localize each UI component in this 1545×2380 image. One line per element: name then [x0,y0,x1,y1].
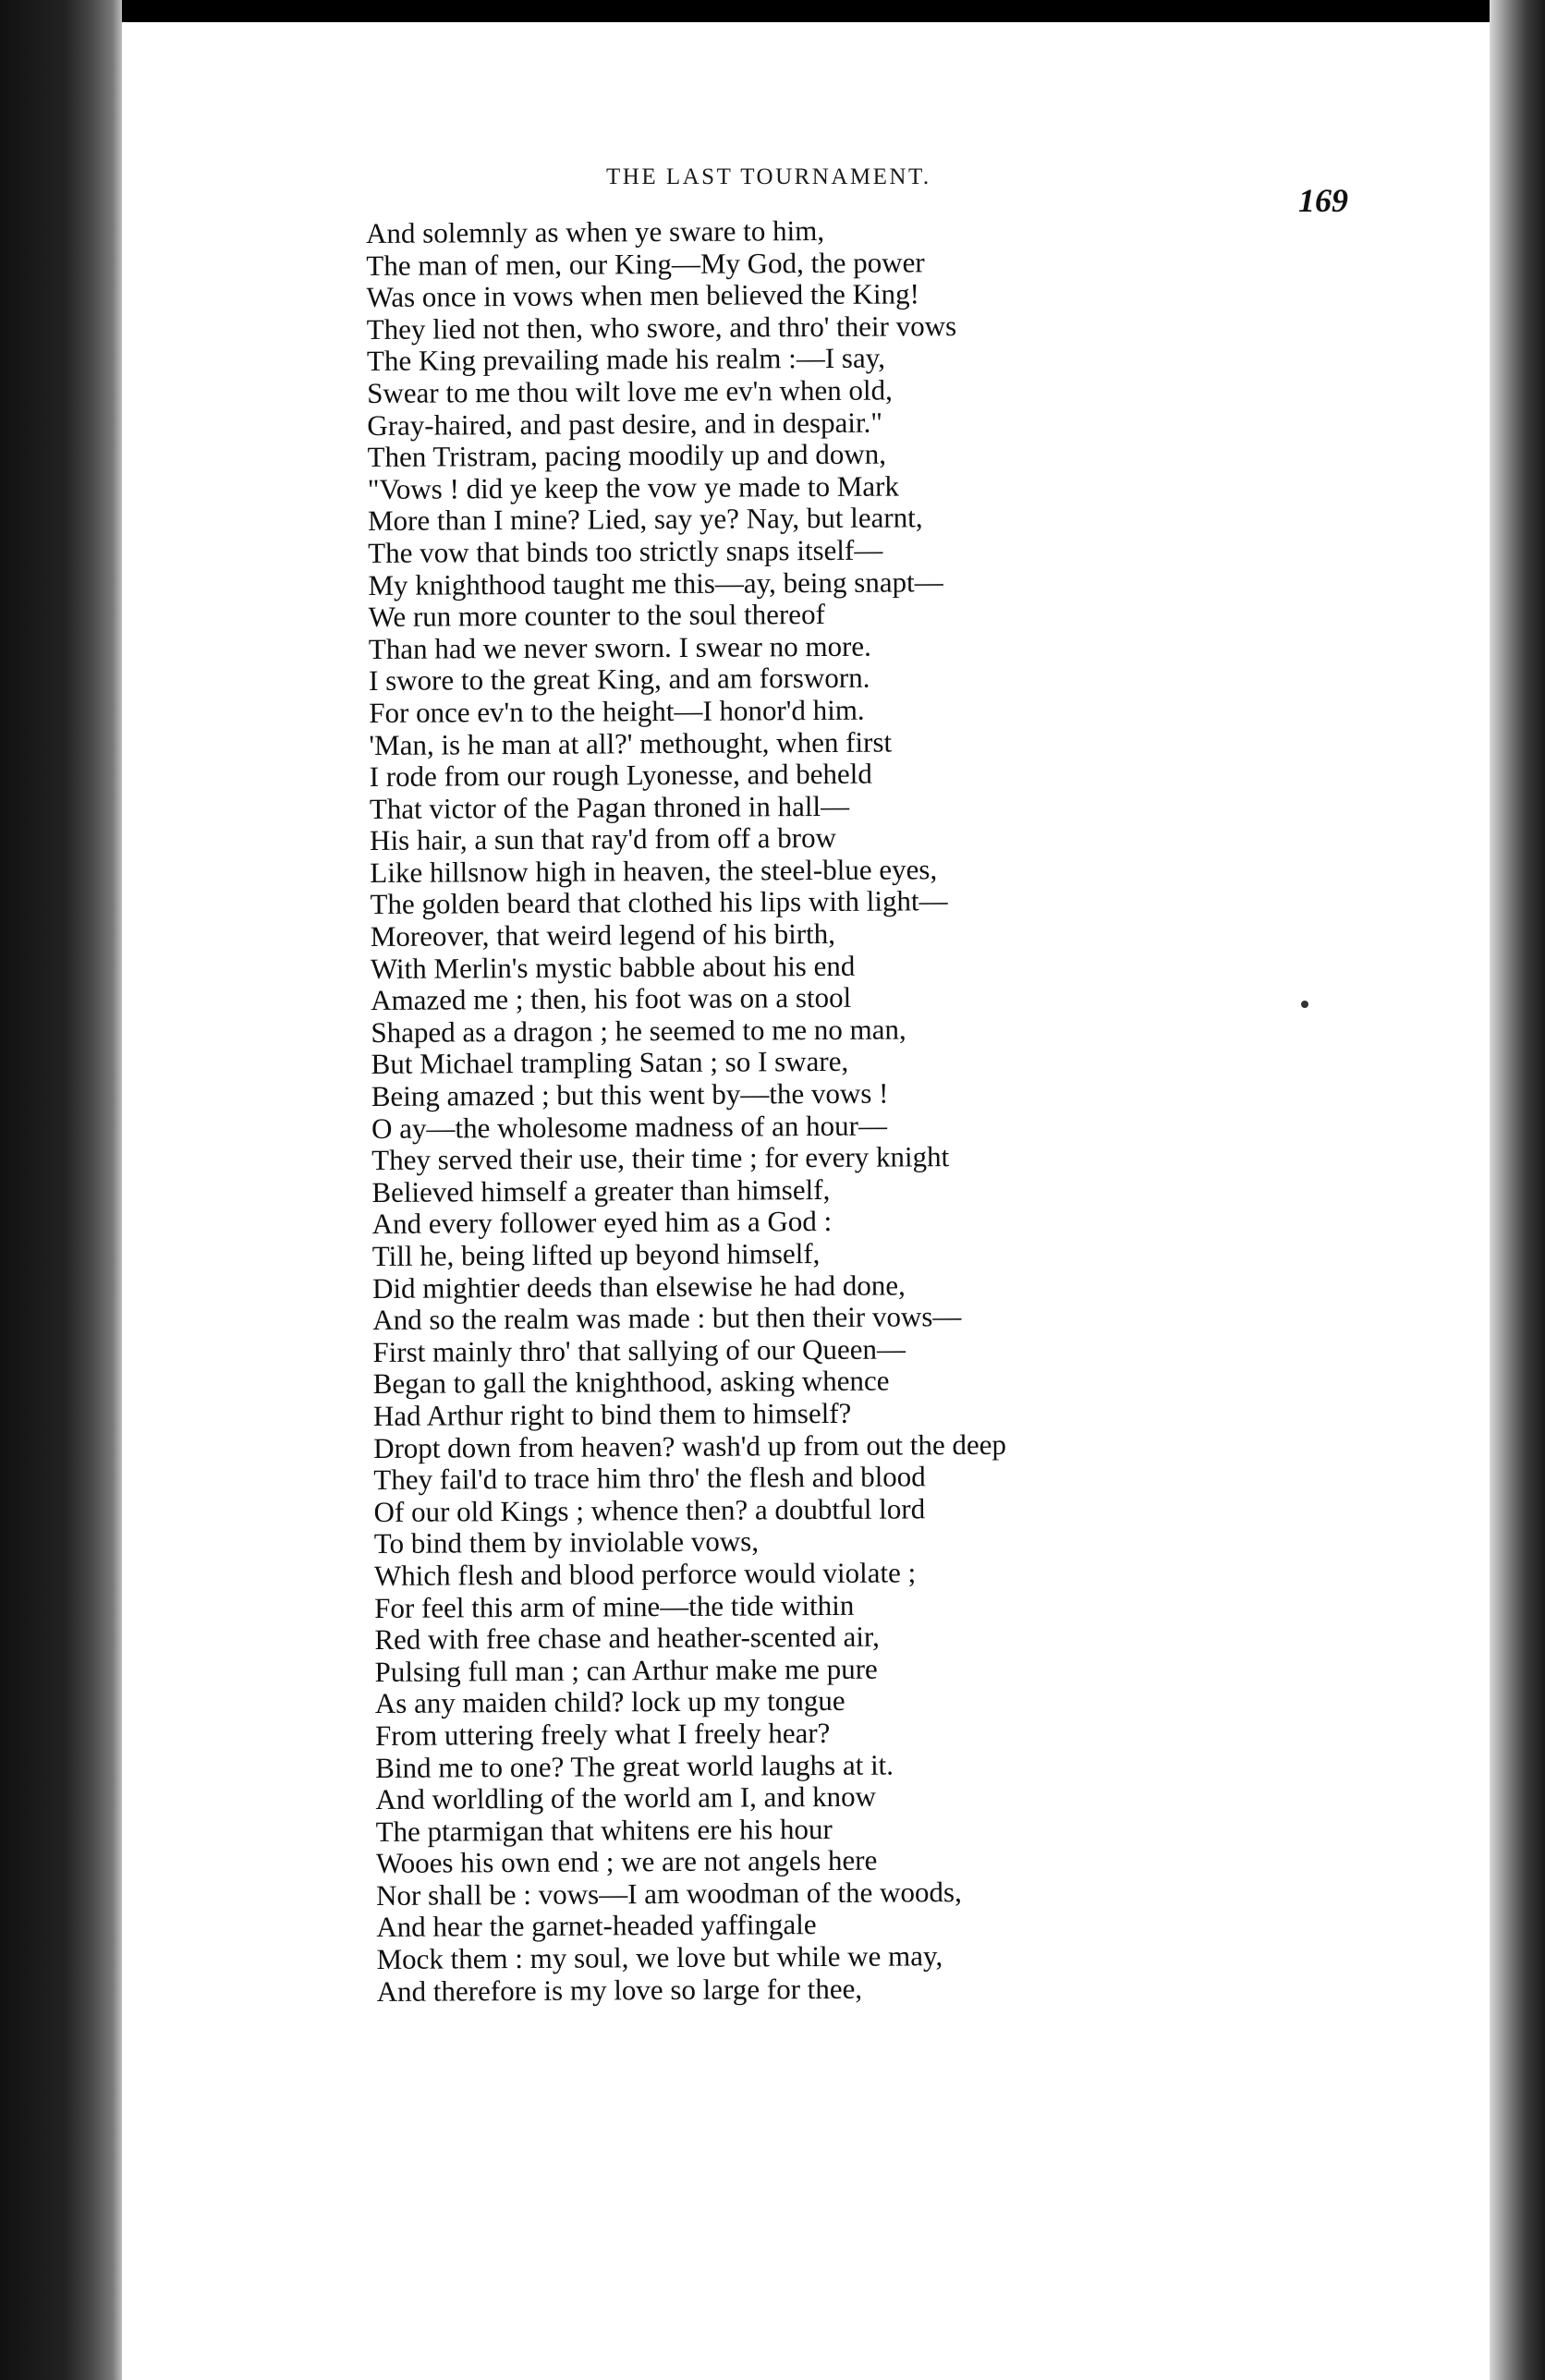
poem-line: Than had we never sworn. I swear no more. [368,629,871,665]
poem-line: They served their use, their time ; for every knight [371,1140,950,1177]
poem-line: Bind me to one? The great world laughs at it. [375,1748,894,1784]
poem-line: First mainly thro' that sallying of our Queen— [372,1332,906,1368]
poem-line: The vow that binds too strictly snaps itself— [368,533,883,569]
poem-line: For once ev'n to the height—I honor'd him. [369,693,865,729]
poem-line: And worldling of the world am I, and know [375,1779,877,1816]
poem-line: From uttering freely what I freely hear? [374,1716,831,1752]
book-spine-shadow [0,0,122,2380]
poem-line: Being amazed ; but this went by—the vows ! [371,1076,889,1113]
poem-line: The ptarmigan that whitens ere his hour [375,1812,833,1848]
poem-line: As any maiden child? lock up my tongue [374,1684,845,1720]
poem-line: The King prevailing made his realm :—I say, [366,341,886,378]
poem-line: O ay—the wholesome madness of an hour— [371,1109,888,1145]
poem-line: The man of men, our King—My God, the power [366,245,925,282]
poem-line: Gray-haired, and past desire, and in despair." [367,406,883,442]
poem-line: Believed himself a greater than himself, [371,1172,831,1208]
poem-line: We run more counter to the soul thereof [368,598,825,634]
poem-line: Mock them : my soul, we love but while we may, [376,1939,943,1976]
page-number: 169 [1298,182,1348,219]
poem-line: Which flesh and blood perforce would violate ; [373,1556,917,1592]
poem-line: With Merlin's mystic babble about his end [370,949,856,985]
poem-text [366,212,1301,2008]
margin-speck [1301,1001,1308,1008]
poem-line: Nor shall be : vows—I am woodman of the woods, [375,1875,962,1912]
poem-line: And every follower eyed him as a God : [371,1205,833,1241]
poem-line: But Michael trampling Satan ; so I sware, [371,1045,849,1081]
poem-line: Shaped as a dragon ; he seemed to me no man, [371,1013,906,1049]
poem-line: Pulsing full man ; can Arthur make me pure [374,1652,878,1688]
poem-line: Red with free chase and heather-scented air, [374,1620,880,1657]
poem-line: Dropt down from heaven? wash'd up from out the deep [373,1427,1007,1464]
poem-line: His hair, a sun that ray'd from off a brow [370,821,837,857]
poem-line: Amazed me ; then, his foot was on a stool [371,981,852,1017]
poem-line: Swear to me thou wilt love me ev'n when old, [367,373,893,409]
poem-line: Then Tristram, pacing moodily up and down, [367,437,887,474]
poem-line: For feel this arm of mine—the tide within [374,1588,855,1624]
poem-line: And therefore is my love so large for thee, [376,1972,863,2008]
poem-line: And so the realm was made : but then their vows— [372,1300,962,1337]
page-edge-shadow [1490,0,1545,2380]
poem-line: Of our old Kings ; whence then? a doubtful lord [373,1492,926,1528]
poem-line: Was once in vows when men believed the King! [366,277,920,314]
poem-line: And solemnly as when ye sware to him, [365,213,825,249]
poem-line: Did mightier deeds than elsewise he had done, [371,1269,906,1305]
poem-line: I rode from our rough Lyonesse, and beheld [369,757,872,794]
poem-line: Till he, being lifted up beyond himself, [371,1237,821,1272]
poem-line: 'Man, is he man at all?' methought, when first [369,725,893,761]
poem-line: They fail'd to trace him thro' the flesh and blood [373,1460,926,1497]
poem-line: And hear the garnet-headed yaffingale [376,1908,817,1944]
poem-line: Like hillsnow high in heaven, the steel-blue eyes, [370,853,938,889]
poem-line: They lied not then, who swore, and thro' their vows [366,309,957,346]
poem-line: More than I mine? Lied, say ye? Nay, but learnt, [367,501,923,538]
running-title: THE LAST TOURNAMENT. [606,164,931,189]
poem-line: Moreover, that weird legend of his birth, [370,917,836,953]
poem-line: "Vows ! did ye keep the vow ye made to Mark [367,469,900,505]
poem-line: Had Arthur right to bind them to himself? [372,1396,852,1432]
poem-line: Began to gall the knighthood, asking whence [372,1364,890,1401]
poem-line: To bind them by inviolable vows, [373,1524,760,1560]
poem-line: My knighthood taught me this—ay, being snapt— [368,565,943,601]
poem-line: The golden beard that clothed his lips with light— [370,884,948,921]
poem-line: That victor of the Pagan throned in hall— [369,789,850,825]
poem-line: I swore to the great King, and am forsworn. [368,661,870,698]
poem-line: Wooes his own end ; we are not angels here [375,1843,878,1880]
